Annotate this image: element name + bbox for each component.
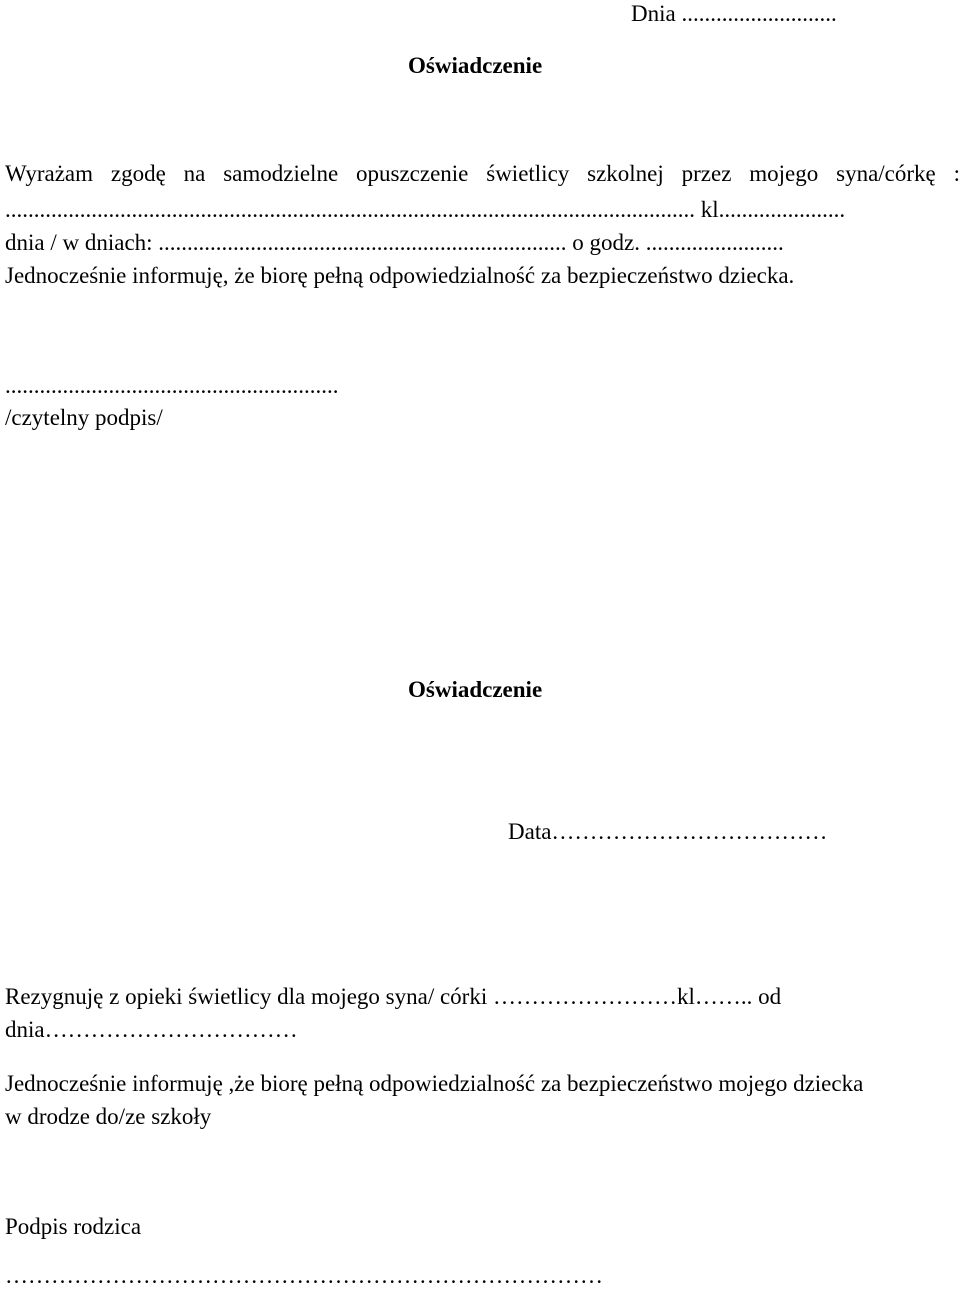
paragraph-line: Wyrażam zgodę na samodzielne opuszczenie świetlicy szkolnej przez mojego syna/córkę :	[5, 161, 960, 186]
paragraph-line: w drodze do/ze szkoły	[5, 1104, 212, 1129]
signature-dots: ..........................................................	[5, 373, 339, 398]
parent-signature-dots: ……………………………………………………………………	[5, 1263, 603, 1288]
resignation-date-line: Data………………………………	[508, 819, 828, 844]
statement-title: Oświadczenie	[408, 53, 543, 78]
resignation-title: Oświadczenie	[408, 677, 543, 702]
paragraph-line: dnia / w dniach: ....................................................................... o godz. ........................	[5, 230, 784, 255]
date-line: Dnia ...........................	[631, 1, 837, 26]
paragraph-line: Jednocześnie informuję, że biorę pełną odpowiedzialność za bezpieczeństwo dziecka.	[5, 263, 795, 288]
signature-label: /czytelny podpis/	[5, 405, 163, 430]
parent-signature-label: Podpis rodzica	[5, 1214, 142, 1239]
paragraph-line: Jednocześnie informuję ,że biorę pełną odpowiedzialność za bezpieczeństwo mojego dziecka	[5, 1071, 864, 1096]
paragraph-line: dnia……………………………	[5, 1017, 298, 1042]
paragraph-line: Rezygnuję z opieki świetlicy dla mojego syna/ córki ……………………kl…….. od	[5, 984, 782, 1009]
paragraph-line: ........................................................................................................................ kl......................	[5, 197, 846, 222]
